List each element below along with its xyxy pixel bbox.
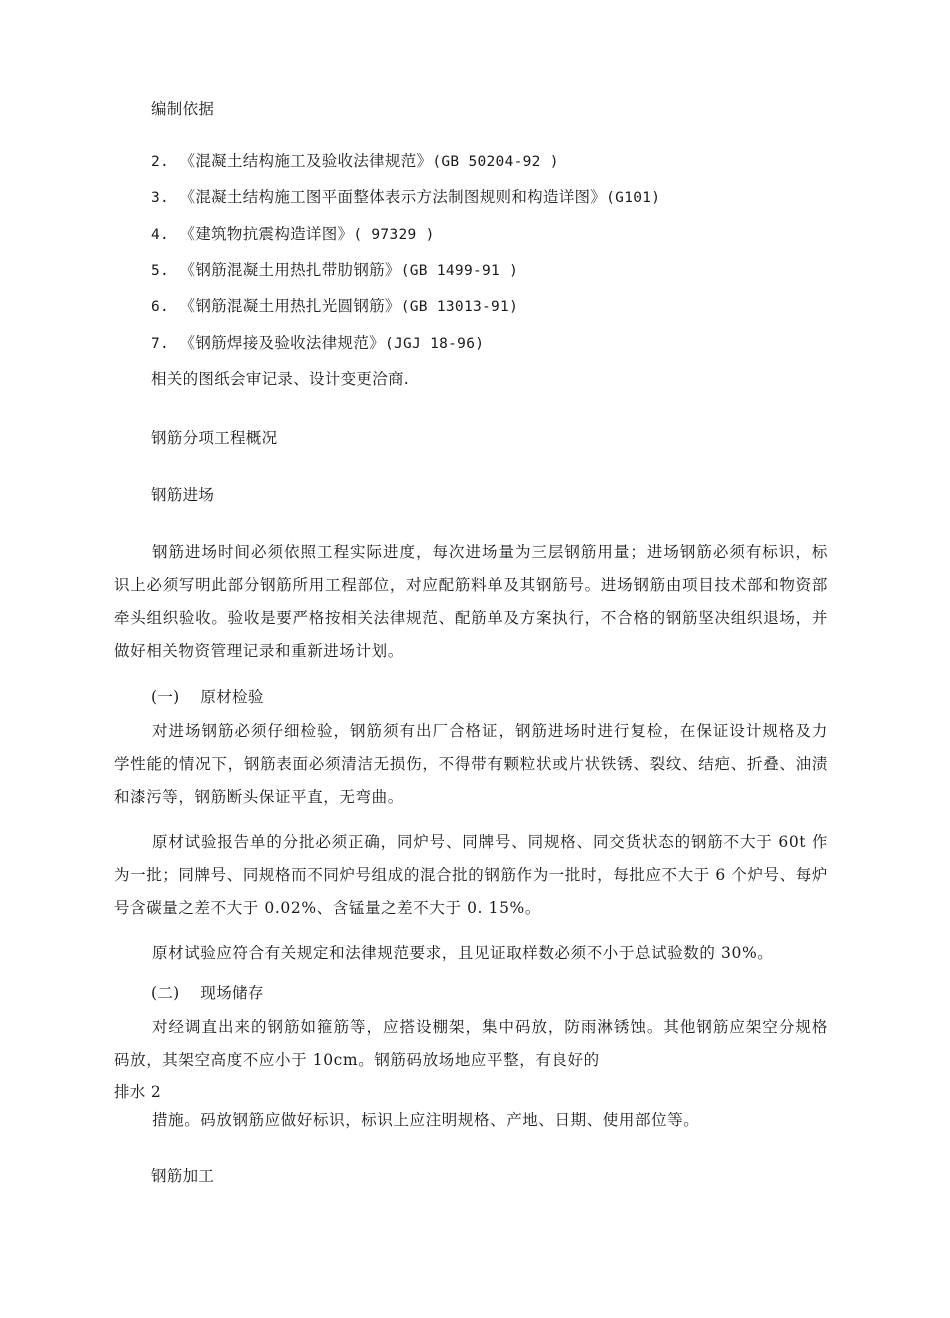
reference-title: 《钢筋焊接及验收法律规范》 <box>179 334 385 352</box>
reference-code: ( 97329 ) <box>353 227 435 243</box>
reference-code: (GB 1499-91 ) <box>400 263 519 279</box>
reference-code: (G101) <box>606 190 661 206</box>
reference-item <box>151 151 559 172</box>
reference-number: 7. <box>151 336 170 352</box>
marking-paragraph: 措施。码放钢筋应做好标识，标识上应注明规格、产地、日期、使用部位等。 <box>152 1111 700 1129</box>
subheading-title: 原材检验 <box>200 688 264 706</box>
sampling-paragraph: 原材试验应符合有关规定和法律规范要求，且见证取样数必须不小于总试验数的 30%。 <box>152 944 774 962</box>
reference-code: (GB 50204-92 ) <box>432 154 559 170</box>
reference-title: 《钢筋混凝土用热扎光圆钢筋》 <box>179 297 401 315</box>
entry-paragraph: 钢筋进场时间必须依照工程实际进度，每次进场量为三层钢筋用量；进场钢筋必须有标识，标识上必须写明此部分钢筋所用工程部位，对应配筋料单及其钢筋号。进场钢筋由项目技术部和物资部牵头组织验收。验收是要严格按相关法律规范、配筋单及方案执行，不合格的钢筋坚决组织退场，并做好相关物资管理记录和重新进场计划。 <box>114 543 828 660</box>
test-report-paragraph: 原材试验报告单的分批必须正确，同炉号、同牌号、同规格、同交货状态的钢筋不大于 60t 作为一批；同牌号、同规格而不同炉号组成的混合批的钢筋作为一批时，每批应不大于 6 个炉号、每炉号含碳量之差不大于 0.02%、含锰量之差不大于 0. 15%。 <box>114 833 828 917</box>
reference-title: 《建筑物抗震构造详图》 <box>179 225 354 243</box>
heading-basis: 编制依据 <box>151 100 215 118</box>
storage-paragraph: 对经调直出来的钢筋如箍筋等，应搭设棚架，集中码放，防雨淋锈蚀。其他钢筋应架空分规格码放，其架空高度不应小于 10cm。钢筋码放场地应平整，有良好的 <box>114 1018 828 1069</box>
reference-code: (JGJ 18-96) <box>384 336 485 352</box>
subheading-number: (一) <box>151 688 180 706</box>
reference-item <box>151 296 518 317</box>
subheading-storage <box>151 983 264 1003</box>
reference-item <box>151 224 435 245</box>
reference-number: 4. <box>151 227 170 243</box>
reference-title: 《钢筋混凝土用热扎带肋钢筋》 <box>179 261 401 279</box>
heading-entry: 钢筋进场 <box>151 486 215 504</box>
subheading-title: 现场储存 <box>200 984 264 1002</box>
heading-processing: 钢筋加工 <box>151 1167 215 1185</box>
raw-inspection-paragraph: 对进场钢筋必须仔细检验，钢筋须有出厂合格证，钢筋进场时进行复检，在保证设计规格及力学性能的情况下，钢筋表面必须清洁无损伤，不得带有颗粒状或片状铁锈、裂纹、结疤、折叠、油渍和漆污等，钢筋断头保证平直，无弯曲。 <box>114 722 828 806</box>
reference-item <box>151 260 518 281</box>
reference-item <box>151 187 660 208</box>
reference-number: 6. <box>151 299 170 315</box>
reference-number: 2. <box>151 154 170 170</box>
reference-number: 5. <box>151 263 170 279</box>
reference-code: (GB 13013-91) <box>400 299 519 315</box>
heading-overview: 钢筋分项工程概况 <box>151 429 278 447</box>
reference-title: 《混凝土结构施工图平面整体表示方法制图规则和构造详图》 <box>179 188 607 206</box>
subheading-raw-inspection <box>151 687 264 707</box>
reference-item <box>151 333 484 354</box>
storage-paragraph-tail: 排水 2 <box>114 1083 161 1101</box>
reference-title: 《混凝土结构施工及验收法律规范》 <box>179 152 433 170</box>
reference-number: 3. <box>151 190 170 206</box>
related-note: 相关的图纸会审记录、设计变更洽商. <box>151 370 410 388</box>
subheading-number: (二) <box>151 984 180 1002</box>
